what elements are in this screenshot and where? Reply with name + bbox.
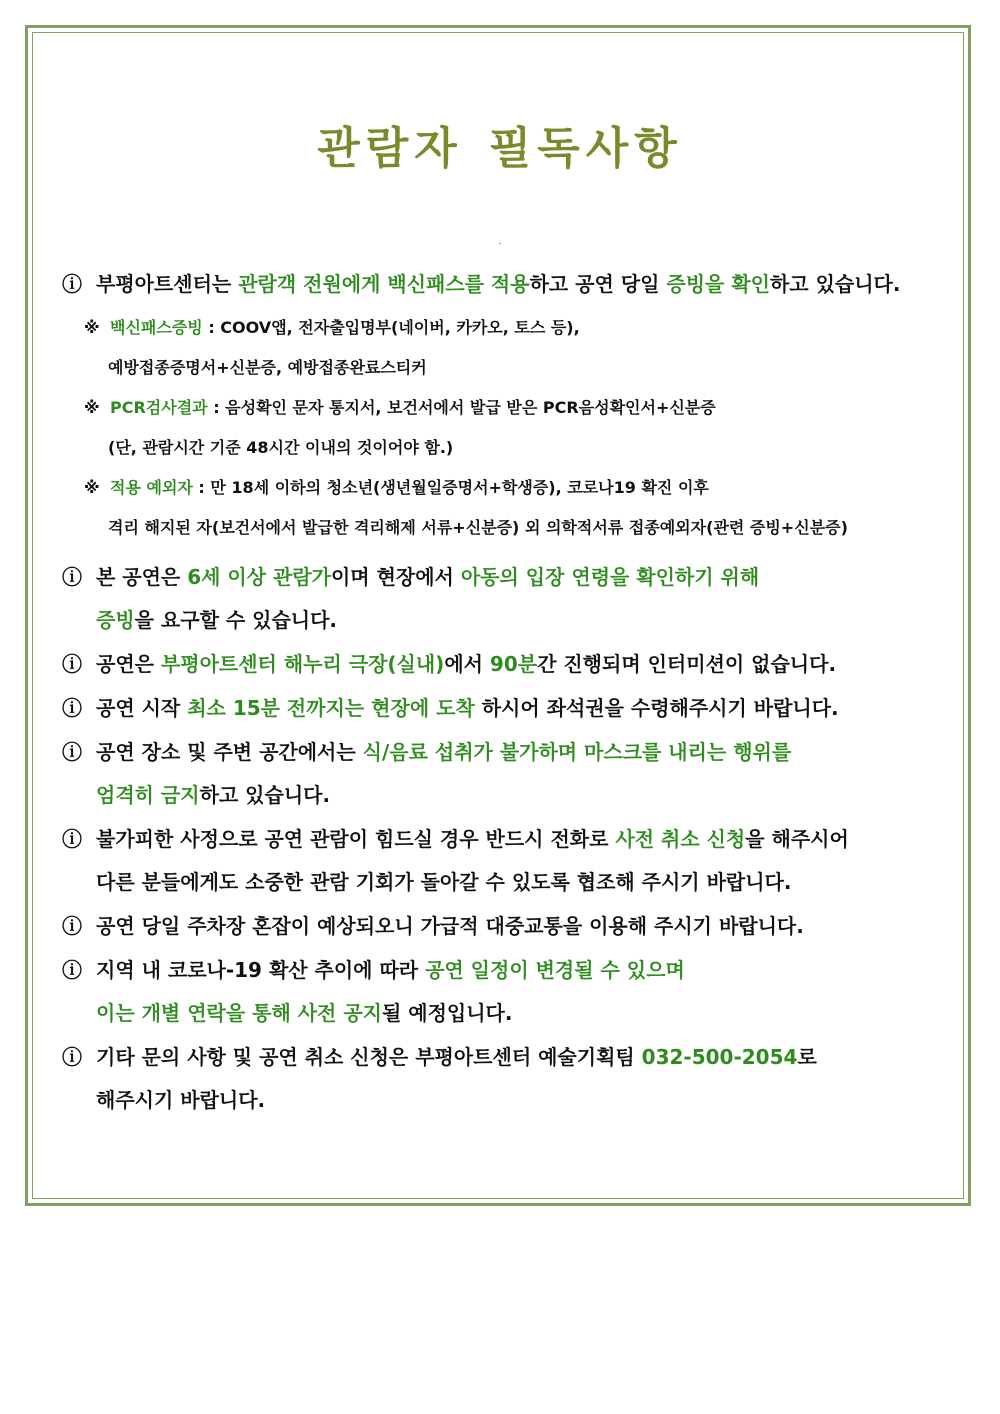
- stray-dot: [499, 243, 501, 244]
- highlight-text: 032-500-2054: [641, 1045, 798, 1069]
- info-bullet-icon: ⓘ: [62, 740, 82, 764]
- body-text: 공연 장소 및 주변 공간에서는: [96, 740, 363, 764]
- info-bullet-icon: ⓘ: [62, 827, 82, 851]
- body-text: 다른 분들에게도 소중한 관람 기회가 돌아갈 수 있도록 협조해 주시기 바랍니다.: [96, 870, 792, 894]
- highlight-text: 식/음료 섭취가 불가하며 마스크를 내리는 행위를: [362, 740, 792, 764]
- sub-note-2-line-2: [108, 435, 453, 458]
- body-text: 하고 있습니다.: [199, 783, 331, 807]
- highlight-text: 백신패스증빙: [110, 318, 203, 337]
- body-text: 공연은: [96, 652, 161, 676]
- sub-note-3-line-2: [108, 515, 848, 538]
- highlight-text: 6세 이상 관람가: [187, 565, 331, 589]
- body-text: 예방접종증명서+신분증, 예방접종완료스티커: [108, 358, 427, 377]
- body-text: 될 예정입니다.: [381, 1001, 513, 1025]
- info-bullet-icon: ⓘ: [62, 958, 82, 982]
- note-mark-icon: ※: [84, 398, 100, 417]
- body-text: 로: [797, 1045, 817, 1069]
- body-text: 공연 당일 주차장 혼잡이 예상되오니 가급적 대중교통을 이용해 주시기 바랍니다.: [96, 914, 804, 938]
- sub-note-3-line-1: [84, 475, 709, 498]
- notice-item-4-line-1: [62, 692, 839, 721]
- highlight-text: PCR검사결과: [110, 398, 208, 417]
- notice-item-9-line-2: [96, 1084, 265, 1113]
- body-text: : COOV앱, 전자출입명부(네이버, 카카오, 토스 등),: [202, 318, 580, 337]
- notice-item-6-line-2: [96, 866, 791, 895]
- highlight-text: 증빙: [96, 608, 135, 632]
- body-text: 본 공연은: [96, 565, 188, 589]
- highlight-text: 아동의 입장 연령을 확인하기 위해: [460, 565, 760, 589]
- info-bullet-icon: ⓘ: [62, 1045, 82, 1069]
- note-mark-icon: ※: [84, 318, 100, 337]
- body-text: 불가피한 사정으로 공연 관람이 힘드실 경우 반드시 전화로: [96, 827, 616, 851]
- body-text: 을 요구할 수 있습니다.: [134, 608, 338, 632]
- highlight-text: 적용 예외자: [110, 478, 193, 497]
- body-text: 에서: [444, 652, 490, 676]
- highlight-text: 최소 15분 전까지는 현장에 도착: [187, 696, 475, 720]
- body-text: 공연 시작: [96, 696, 188, 720]
- body-text: 지역 내 코로나-19 확산 추이에 따라: [96, 958, 426, 982]
- body-text: 하고 있습니다.: [769, 272, 901, 296]
- sub-note-1-line-1: [84, 315, 580, 338]
- sub-note-2-line-1: [84, 395, 716, 418]
- body-text: (단, 관람시간 기준 48시간 이내의 것이어야 함.): [108, 438, 454, 457]
- info-bullet-icon: ⓘ: [62, 652, 82, 676]
- info-bullet-icon: ⓘ: [62, 272, 82, 296]
- highlight-text: 엄격히 금지: [96, 783, 200, 807]
- page-title: [0, 112, 1000, 176]
- body-text: 부평아트센터는: [96, 272, 239, 296]
- highlight-text: 90분: [489, 652, 538, 676]
- notice-item-8-line-2: [96, 997, 512, 1026]
- body-text: 격리 해지된 자(보건서에서 발급한 격리해제 서류+신분증) 외 의학적서류 접종예외자(관련 증빙+신분증): [108, 518, 848, 537]
- body-text: : 만 18세 이하의 청소년(생년월일증명서+학생증), 코로나19 확진 이후: [192, 478, 709, 497]
- body-text: 기타 문의 사항 및 공연 취소 신청은 부평아트센터 예술기획팀: [96, 1045, 642, 1069]
- body-text: 간 진행되며 인터미션이 없습니다.: [537, 652, 837, 676]
- sub-note-1-line-2: [108, 355, 427, 378]
- highlight-text: 관람객 전원에게 백신패스를 적용: [238, 272, 530, 296]
- body-text: 해주시기 바랍니다.: [96, 1088, 266, 1112]
- notice-item-9-line-1: [62, 1041, 817, 1070]
- highlight-text: 사전 취소 신청: [615, 827, 746, 851]
- notice-item-8-line-1: [62, 954, 685, 983]
- highlight-text: 증빙을 확인: [666, 272, 770, 296]
- highlight-text: 부평아트센터 해누리 극장(실내): [160, 652, 445, 676]
- body-text: 이며 현장에서: [330, 565, 461, 589]
- highlight-text: 공연 일정이 변경될 수 있으며: [425, 958, 685, 982]
- title-part1: 관람자: [317, 123, 463, 174]
- note-mark-icon: ※: [84, 478, 100, 497]
- notice-item-2-line-2: [96, 604, 337, 633]
- body-text: 하시어 좌석권을 수령해주시기 바랍니다.: [474, 696, 839, 720]
- body-text: 을 해주시어: [745, 827, 849, 851]
- body-text: 하고 공연 당일: [529, 272, 667, 296]
- notice-item-5-line-1: [62, 736, 791, 765]
- info-bullet-icon: ⓘ: [62, 696, 82, 720]
- title-part2: 필독사항: [488, 123, 683, 174]
- highlight-text: 이는 개별 연락을 통해 사전 공지: [96, 1001, 382, 1025]
- notice-item-3-line-1: [62, 648, 836, 677]
- notice-item-6-line-1: [62, 823, 849, 852]
- body-text: : 음성확인 문자 통지서, 보건서에서 발급 받은 PCR음성확인서+신분증: [207, 398, 716, 417]
- notice-item-5-line-2: [96, 779, 330, 808]
- notice-item-1-line-1: [62, 268, 900, 297]
- notice-item-2-line-1: [62, 561, 759, 590]
- info-bullet-icon: ⓘ: [62, 914, 82, 938]
- info-bullet-icon: ⓘ: [62, 565, 82, 589]
- notice-item-7-line-1: [62, 910, 804, 939]
